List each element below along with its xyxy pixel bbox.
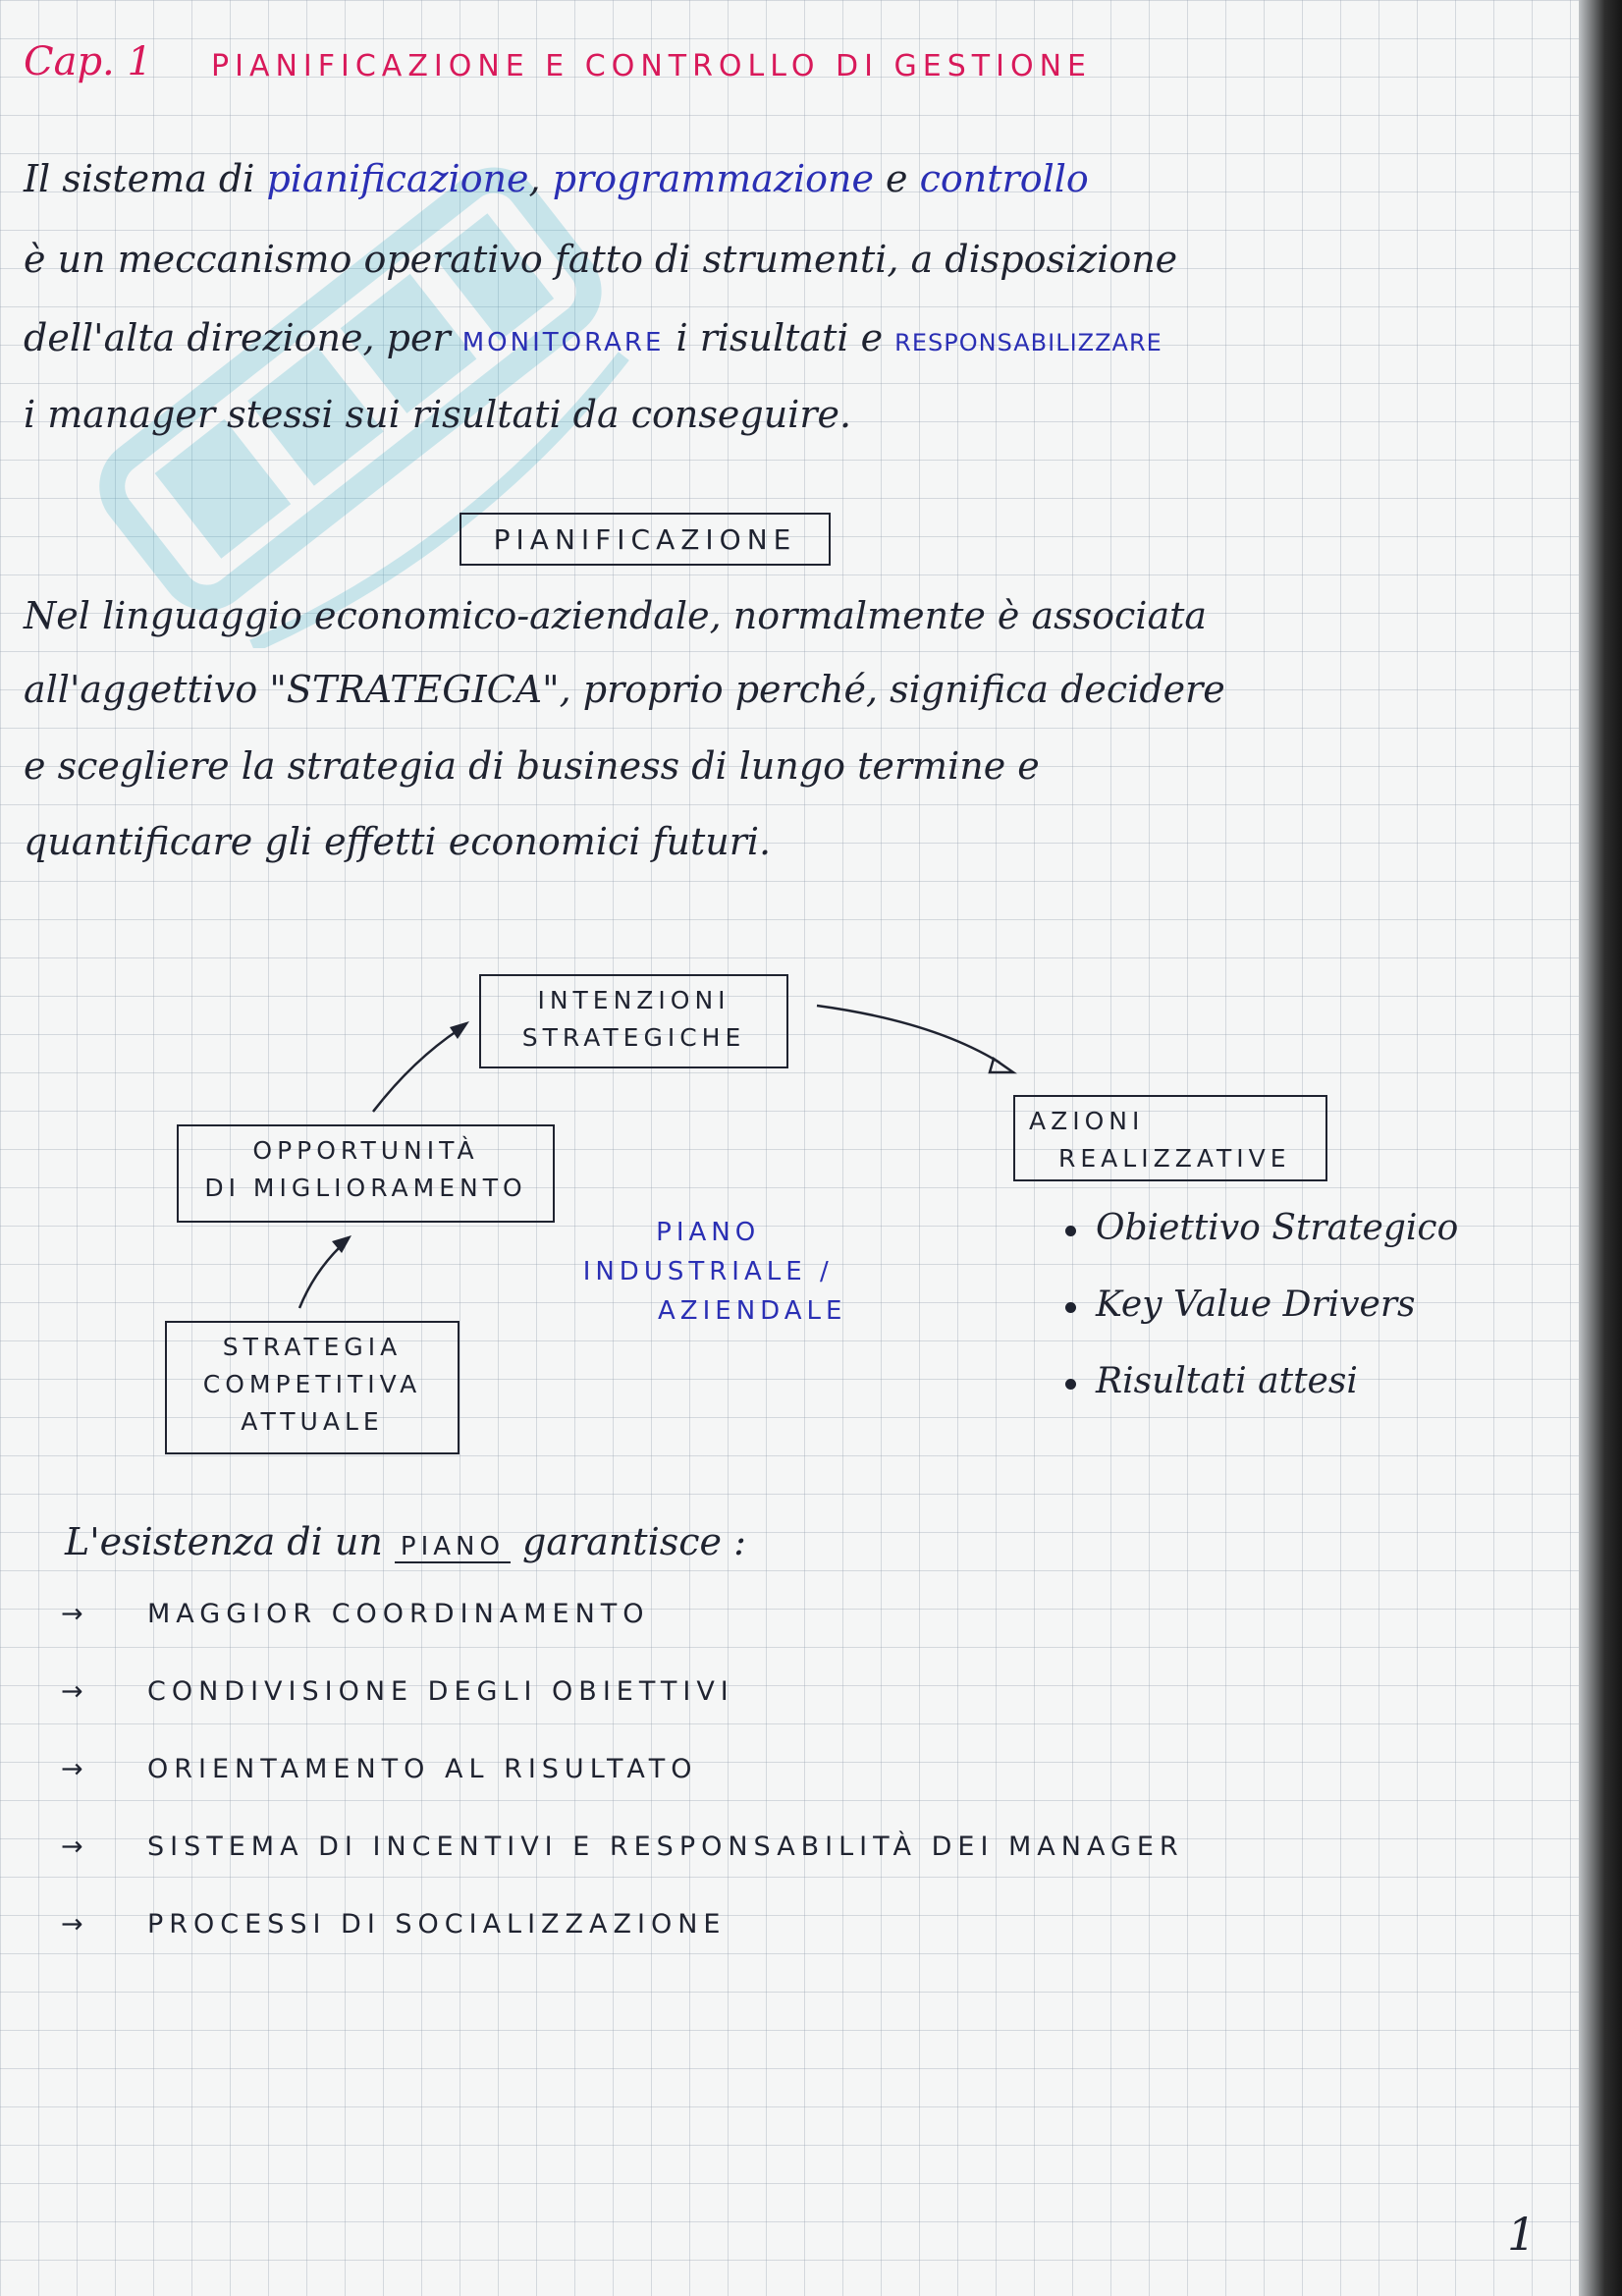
node-label: COMPETITIVA	[202, 1370, 422, 1398]
section-line-4: quantificare gli effetti economici futuri.	[24, 820, 772, 863]
intro-text: e	[873, 157, 920, 200]
list-item: Key Value Drivers	[1065, 1285, 1458, 1361]
arrow-right-icon: →	[61, 1831, 83, 1862]
term-pianificazione: pianificazione	[266, 157, 529, 200]
term-responsabilizzare: RESPONSABILIZZARE	[894, 329, 1162, 356]
list-item: → MAGGIOR COORDINAMENTO	[61, 1599, 650, 1629]
piano-line: PIANO	[656, 1218, 761, 1247]
intro-line-2: è un meccanismo operativo fatto di strumenti, a disposizione	[24, 238, 1178, 281]
list-item: Obiettivo Strategico	[1065, 1208, 1458, 1285]
arrow-right-icon: →	[61, 1599, 83, 1629]
node-intenzioni-strategiche	[479, 974, 788, 1068]
term-controllo: controllo	[919, 157, 1089, 200]
node-label: AZIONI	[1029, 1107, 1145, 1135]
chapter-label: Cap. 1	[24, 39, 152, 84]
list-item: Risultati attesi	[1065, 1361, 1458, 1438]
intro-text: ,	[528, 157, 553, 200]
node-label: REALIZZATIVE	[1058, 1144, 1291, 1173]
node-label: ATTUALE	[241, 1407, 384, 1436]
node-opportunita-miglioramento	[177, 1124, 555, 1223]
node-strategia-competitiva	[165, 1321, 460, 1454]
node-label: STRATEGIA	[222, 1333, 403, 1361]
intro-line-4: i manager stessi sui risultati da conseguire.	[24, 393, 852, 436]
page-title: PIANIFICAZIONE E CONTROLLO DI GESTIONE	[211, 49, 1092, 83]
intro-text: dell'alta direzione, per	[24, 316, 462, 359]
arrow-right-icon: →	[61, 1909, 83, 1940]
azioni-bullet-list	[1065, 1208, 1458, 1438]
node-azioni-realizzative	[1013, 1095, 1327, 1181]
list-item: → PROCESSI DI SOCIALIZZAZIONE	[61, 1909, 727, 1940]
piano-industriale-label	[569, 1213, 846, 1331]
bullet-dot-icon	[1065, 1379, 1076, 1390]
list-item: → ORIENTAMENTO AL RISULTATO	[61, 1754, 698, 1784]
lead-piano: PIANO	[395, 1532, 511, 1563]
bullet-dot-icon	[1065, 1226, 1076, 1236]
section-line-1: Nel linguaggio economico-aziendale, normalmente è associata	[24, 594, 1208, 637]
piano-line: INDUSTRIALE /	[582, 1257, 834, 1286]
guarantees-list	[61, 1599, 1184, 1987]
bullet-dot-icon	[1065, 1302, 1076, 1313]
term-programmazione: programmazione	[552, 157, 874, 200]
lead-text: L'esistenza di un	[65, 1520, 395, 1563]
node-label: STRATEGICHE	[521, 1023, 746, 1052]
intro-text: Il sistema di	[24, 157, 267, 200]
section-heading: PIANIFICAZIONE	[493, 522, 797, 556]
lead-text: garantisce :	[510, 1520, 746, 1563]
intro-text: i risultati e	[664, 316, 895, 359]
piano-line: AZIENDALE	[658, 1296, 847, 1326]
guarantees-lead	[65, 1520, 746, 1563]
section-line-3: e scegliere la strategia di business di lungo termine e	[24, 744, 1040, 788]
node-label: OPPORTUNITÀ	[252, 1136, 479, 1165]
node-label: INTENZIONI	[537, 986, 730, 1014]
section-line-2: all'aggettivo "STRATEGICA", proprio perché, significa decidere	[24, 668, 1225, 711]
term-monitorare: MONITORARE	[461, 328, 665, 357]
list-item: → CONDIVISIONE DEGLI OBIETTIVI	[61, 1676, 734, 1707]
node-label: DI MIGLIORAMENTO	[204, 1174, 527, 1202]
list-item: → SISTEMA DI INCENTIVI E RESPONSABILITÀ DEI MANAGER	[61, 1831, 1184, 1862]
page-number: 1	[1507, 2208, 1537, 2261]
arrow-right-icon: →	[61, 1754, 83, 1784]
arrow-right-icon: →	[61, 1676, 83, 1707]
